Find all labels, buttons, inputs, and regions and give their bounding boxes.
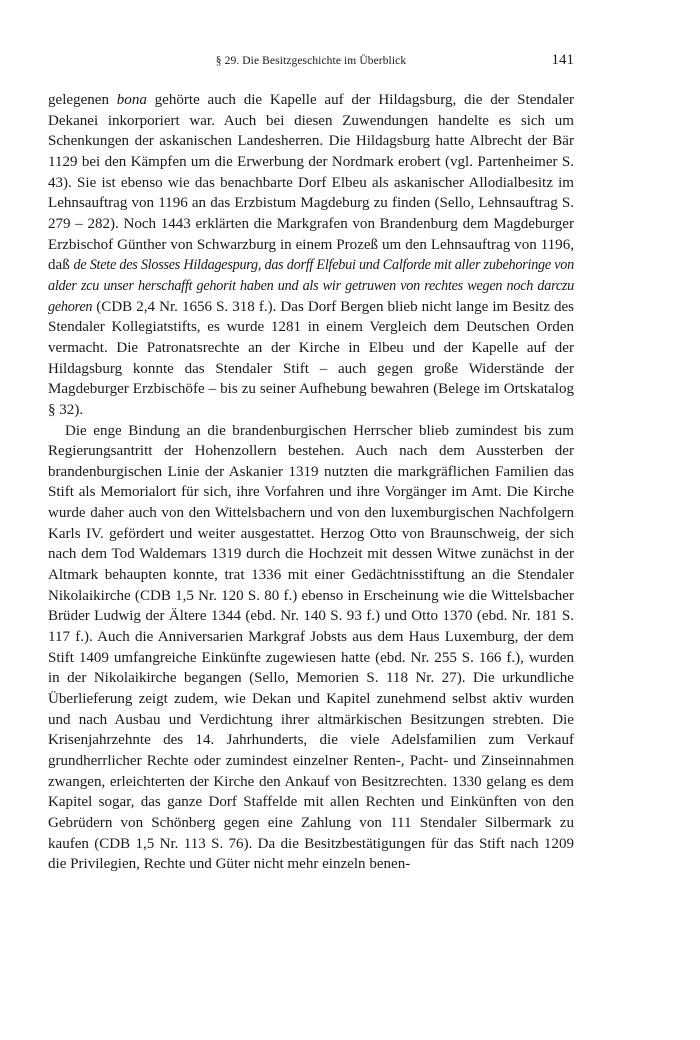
- paragraph-1-text-b: gehörte auch die Kapelle auf der Hildagsburg, die der Stendaler Dekanei inkorporiert war. Auch bei diesen Zuwendungen handelte es sich um Schenkungen der askanischen Landesherren. Die Hildagsburg hatte Albrecht der Bär 1129 bei den Kämpfen um die Erwerbung der Nordmark erobert (vgl. Partenheimer S. 43). Sie ist ebenso wie das benachbarte Dorf Elbeu als askanischer Allodialbesitz im Lehnsauftrag von 1196 an das Erzbistum Magdeburg zu finden (Sello, Lehnsauftrag S. 279 – 282). Noch 1443 erklärten die Markgrafen von Brandenburg dem Magdeburger Erzbischof Günther von Schwarzburg in einem Prozeß um den Lehnsauftrag von 1196, daß: [48, 92, 575, 274]
- running-title: § 29. Die Besitzgeschichte im Überblick: [215, 55, 407, 67]
- paragraph-1-text-a: gelegenen: [48, 92, 109, 108]
- running-head: [48, 52, 574, 70]
- italic-quotation: de Stete des Slosses Hildagespurg, das dorff Elfebui und Calforde mit aller zubehoringe von alder zcu unser herschafft gehorit haben und als wir getruwen von rechtes wegen noch darczu gehoren: [48, 257, 574, 315]
- italic-term-bona: bona: [116, 92, 147, 108]
- body-text: [48, 90, 574, 875]
- page-number: 141: [551, 52, 574, 68]
- paragraph-2: Die enge Bindung an die brandenburgischen Herrscher blieb zumindest bis zum Regierungsantritt der Hohenzollern bestehen. Auch nach dem Aussterben der brandenburgischen Linie der Askanier 1319 nutzten die markgräflichen Familien das Stift als Memorialort für sich, ihre Vorfahren und ihre Vorgänger im Amt. Die Kirche wurde daher auch von den Wittelsbachern und von den luxemburgischen Nachfolgern Karls IV. gefördert und weiter ausgestattet. Herzog Otto von Braunschweig, der sich nach dem Tod Waldemars 1319 durch die Hochzeit mit dessen Witwe zunächst in der Altmark behaupten konnte, trat 1336 mit einer Gedächtnisstiftung an die Stendaler Nikolaikirche (CDB 1,5 Nr. 120 S. 80 f.) ebenso in Erscheinung wie die Wittelsbacher Brüder Ludwig der Ältere 1344 (ebd. Nr. 140 S. 93 f.) und Otto 1370 (ebd. Nr. 181 S. 117 f.). Auch die Anniversarien Markgraf Jobsts aus dem Haus Luxemburg, der dem Stift 1409 umfangreiche Einkünfte zugewiesen hatte (ebd. Nr. 255 S. 166 f.), wurden in der Nikolaikirche begangen (Sello, Memorien S. 118 Nr. 27). Die urkundliche Überlieferung zeigt zudem, wie Dekan und Kapitel zunehmend selbst aktiv wurden und nach Ausbau und Verdichtung ihrer altmärkischen Besitzungen strebten. Die Krisenjahrzehnte des 14. Jahrhunderts, die viele Adelsfamilien zum Verkauf grundherrlicher Rechte oder zumindest einzelner Renten-, Pacht- und Zinseinnahmen zwangen, erleichterten der Kirche den Ankauf von Besitzrechten. 1330 gelang es dem Kapitel sogar, das ganze Dorf Staffelde mit allen Rechten und Einkünften von den Gebrüdern von Schönberg gegen eine Zahlung von 111 Stendaler Silbermark zu kaufen (CDB 1,5 Nr. 113 S. 76). Da die Besitzbestätigungen für das Stift nach 1209 die Privilegien, Rechte und Güter nicht mehr einzeln benen-: [48, 422, 574, 873]
- paragraph-1: [48, 90, 574, 421]
- paragraph-1-text-c: (CDB 2,4 Nr. 1656 S. 318 f.). Das Dorf Bergen blieb nicht lange im Besitz des Stendaler Kollegiatstifts, es wurde 1281 in einem Vergleich dem Deutschen Orden vermacht. Die Patronatsrechte an der Kirche in Elbeu und der Kapelle auf der Hildagsburg konnte das Stendaler Stift – auch gegen große Widerstände der Magdeburger Erzbischöfe – bis zu seiner Aufhebung bewahren (Belege im Ortskatalog § 32).: [48, 298, 574, 418]
